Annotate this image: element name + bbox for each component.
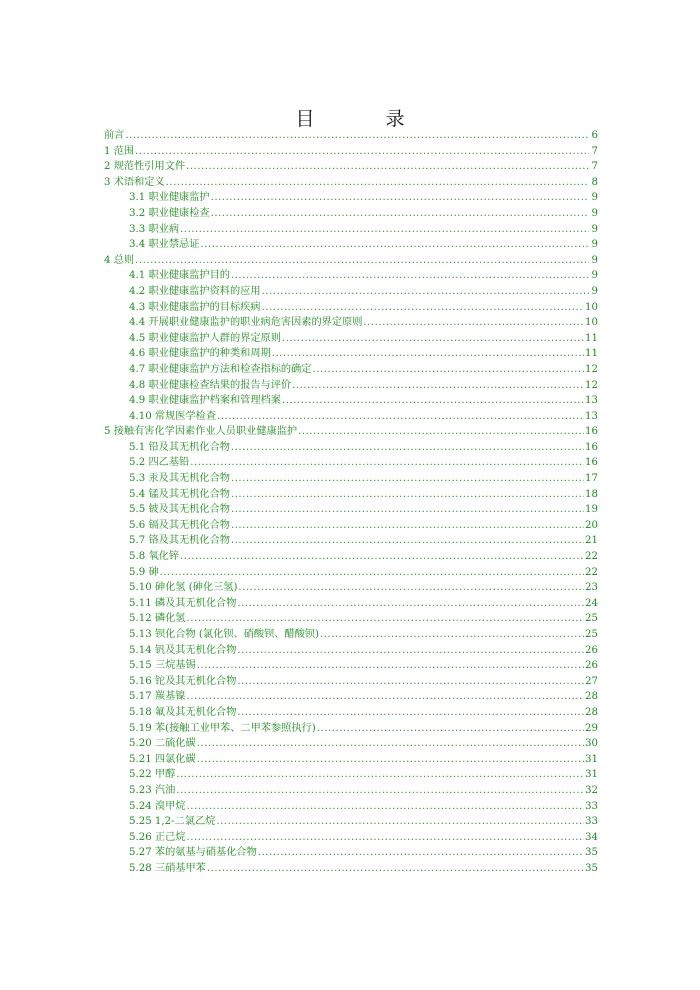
toc-entry-label: 5.15 三烷基锡 bbox=[129, 660, 196, 672]
toc-entry[interactable] bbox=[104, 159, 598, 175]
toc-entry-page-number: 9 bbox=[591, 239, 598, 251]
toc-entry[interactable] bbox=[104, 565, 598, 581]
toc-entry-page-number: 31 bbox=[585, 753, 598, 765]
dot-leader bbox=[186, 689, 584, 705]
toc-entry[interactable] bbox=[104, 689, 598, 705]
toc-entry-page-number: 35 bbox=[585, 862, 598, 874]
toc-entry-label: 5.7 铬及其无机化合物 bbox=[129, 535, 230, 547]
toc-entry[interactable] bbox=[104, 752, 598, 768]
toc-entry-label: 5.10 砷化氢 (砷化三氢) bbox=[129, 582, 238, 594]
toc-entry-label: 4.10 常规医学检查 bbox=[129, 410, 217, 422]
page-title: 目 录 bbox=[295, 108, 431, 130]
toc-entry[interactable] bbox=[104, 128, 598, 144]
toc-entry[interactable] bbox=[104, 518, 598, 534]
toc-entry-label: 3.2 职业健康检查 bbox=[129, 207, 210, 219]
toc-entry-page-number: 26 bbox=[585, 644, 598, 656]
toc-entry[interactable] bbox=[104, 549, 598, 565]
dot-leader bbox=[298, 424, 584, 440]
toc-entry-label: 4.2 职业健康监护资料的应用 bbox=[129, 285, 261, 297]
toc-entry[interactable] bbox=[104, 190, 598, 206]
toc-entry-label: 5.23 汽油 bbox=[129, 784, 176, 796]
toc-entry-label: 5.25 1,2-二氯乙烷 bbox=[129, 816, 216, 828]
toc-entry-label: 5.20 二硫化碳 bbox=[129, 738, 196, 750]
toc-entry-page-number: 22 bbox=[585, 566, 598, 578]
toc-entry-page-number: 34 bbox=[585, 831, 598, 843]
toc-entry-page-number: 7 bbox=[591, 145, 598, 157]
toc-entry-page-number: 33 bbox=[585, 816, 598, 828]
toc-entry-label: 5.19 苯(接触工业甲苯、二甲苯参照执行) bbox=[129, 722, 316, 734]
dot-leader bbox=[207, 861, 584, 877]
toc-entry-page-number: 18 bbox=[585, 488, 598, 500]
dot-leader bbox=[166, 175, 589, 191]
toc-entry-label: 4.4 开展职业健康监护的职业病危害因素的界定原则 bbox=[129, 317, 363, 329]
toc-entry-label: 5.27 苯的氨基与硝基化合物 bbox=[129, 847, 257, 859]
dot-leader bbox=[317, 721, 584, 737]
toc-entry-label: 5.13 钡化合物 (氯化钡、硝酸钡、醋酸钡) bbox=[129, 629, 319, 640]
toc-entry[interactable] bbox=[104, 767, 598, 783]
dot-leader bbox=[237, 705, 584, 721]
dot-leader bbox=[320, 627, 584, 643]
toc-entry-label: 4.7 职业健康监护方法和检查指标的确定 bbox=[129, 363, 312, 375]
toc-entry[interactable] bbox=[104, 611, 598, 627]
dot-leader bbox=[180, 222, 589, 238]
toc-entry-page-number: 24 bbox=[585, 597, 598, 609]
toc-entry-page-number: 10 bbox=[585, 317, 598, 329]
toc-entry-label: 2 规范性引用文件 bbox=[104, 161, 186, 173]
dot-leader bbox=[197, 752, 584, 768]
dot-leader bbox=[312, 362, 584, 378]
toc-entry-label: 4.6 职业健康监护的种类和周期 bbox=[129, 348, 271, 360]
toc-entry[interactable] bbox=[104, 362, 598, 378]
dot-leader bbox=[238, 580, 584, 596]
toc-entry-label: 5.24 溴甲烷 bbox=[129, 800, 186, 812]
toc-entry[interactable] bbox=[104, 627, 598, 643]
toc-entry-label: 5.5 铍及其无机化合物 bbox=[129, 504, 230, 516]
toc-entry[interactable] bbox=[104, 674, 598, 690]
dot-leader bbox=[135, 144, 589, 160]
toc-entry-label: 3 术语和定义 bbox=[104, 176, 165, 188]
dot-leader bbox=[237, 596, 584, 612]
toc-entry-page-number: 21 bbox=[585, 535, 598, 547]
toc-entry-page-number: 9 bbox=[591, 285, 598, 297]
toc-entry-page-number: 13 bbox=[585, 410, 598, 422]
dot-leader bbox=[211, 206, 589, 222]
toc-entry-page-number: 30 bbox=[585, 738, 598, 750]
toc-entry-label: 5.1 铅及其无机化合物 bbox=[129, 441, 230, 453]
dot-leader bbox=[231, 518, 584, 534]
toc-entry-page-number: 31 bbox=[585, 769, 598, 781]
toc-entry-label: 5 接触有害化学因素作业人员职业健康监护 bbox=[104, 426, 298, 438]
toc-entry[interactable] bbox=[104, 222, 598, 238]
toc-entry-page-number: 23 bbox=[585, 582, 598, 594]
toc-entry-page-number: 12 bbox=[585, 363, 598, 375]
dot-leader bbox=[180, 549, 584, 565]
dot-leader bbox=[231, 533, 584, 549]
toc-entry-page-number: 27 bbox=[585, 675, 598, 687]
toc-entry[interactable] bbox=[104, 284, 598, 300]
toc-entry-label: 5.11 磷及其无机化合物 bbox=[129, 597, 237, 609]
toc-entry[interactable] bbox=[104, 331, 598, 347]
toc-entry[interactable] bbox=[104, 643, 598, 659]
toc-entry-label: 3.3 职业病 bbox=[129, 223, 180, 235]
toc-entry-label: 4.3 职业健康监护的目标疾病 bbox=[129, 301, 261, 313]
toc-entry[interactable] bbox=[104, 144, 598, 160]
toc-entry-page-number: 25 bbox=[585, 629, 598, 640]
toc-entry-label: 5.6 镉及其无机化合物 bbox=[129, 519, 230, 531]
dot-leader bbox=[231, 487, 584, 503]
dot-leader bbox=[272, 346, 584, 362]
toc-entry-page-number: 16 bbox=[585, 441, 598, 453]
toc-entry-label: 4.1 职业健康监护目的 bbox=[129, 270, 230, 282]
toc-entry-page-number: 32 bbox=[585, 784, 598, 796]
toc-entry-label: 4.8 职业健康检查结果的报告与评价 bbox=[129, 379, 292, 391]
toc-entry[interactable] bbox=[104, 346, 598, 362]
toc-entry[interactable] bbox=[104, 440, 598, 456]
toc-entry[interactable] bbox=[104, 596, 598, 612]
dot-leader bbox=[237, 643, 584, 659]
toc-entry-page-number: 22 bbox=[585, 551, 598, 563]
toc-entry-label: 前言 bbox=[104, 130, 125, 141]
dot-leader bbox=[135, 253, 589, 269]
toc-entry[interactable] bbox=[104, 533, 598, 549]
toc-entry-page-number: 9 bbox=[591, 192, 598, 204]
toc-entry-label: 5.21 四氯化碳 bbox=[129, 753, 196, 765]
toc-entry-label: 5.2 四乙基铅 bbox=[129, 457, 190, 469]
dot-leader bbox=[200, 237, 589, 253]
toc-entry[interactable] bbox=[104, 580, 598, 596]
dot-leader bbox=[231, 268, 589, 284]
toc-entry-page-number: 16 bbox=[585, 426, 598, 438]
dot-leader bbox=[186, 159, 589, 175]
dot-leader bbox=[292, 378, 584, 394]
toc-entry-page-number: 11 bbox=[585, 332, 598, 344]
toc-entry-page-number: 9 bbox=[591, 270, 598, 282]
dot-leader bbox=[176, 783, 584, 799]
toc-entry[interactable] bbox=[104, 814, 598, 830]
toc-entry[interactable] bbox=[104, 736, 598, 752]
dot-leader bbox=[176, 767, 584, 783]
toc-entry-label: 5.17 羰基镍 bbox=[129, 691, 186, 703]
toc-entry-page-number: 26 bbox=[585, 660, 598, 672]
toc-entry-label: 5.14 钒及其无机化合物 bbox=[129, 644, 237, 656]
toc-entry-page-number: 29 bbox=[585, 722, 598, 734]
toc-entry-page-number: 7 bbox=[591, 161, 598, 173]
toc-entry-page-number: 28 bbox=[585, 691, 598, 703]
toc-entry-label: 4.9 职业健康监护档案和管理档案 bbox=[129, 395, 281, 407]
dot-leader bbox=[231, 440, 584, 456]
table-of-contents bbox=[104, 128, 598, 877]
toc-entry-label: 4 总则 bbox=[104, 254, 135, 266]
toc-entry-page-number: 12 bbox=[585, 379, 598, 391]
dot-leader bbox=[262, 300, 585, 316]
dot-leader bbox=[186, 830, 584, 846]
dot-leader bbox=[211, 190, 589, 206]
toc-entry-page-number: 6 bbox=[591, 130, 598, 141]
toc-entry[interactable] bbox=[104, 861, 598, 877]
toc-entry-label: 5.4 锰及其无机化合物 bbox=[129, 488, 230, 500]
toc-entry-page-number: 16 bbox=[585, 457, 598, 469]
toc-entry-page-number: 33 bbox=[585, 800, 598, 812]
dot-leader bbox=[258, 845, 584, 861]
toc-entry[interactable] bbox=[104, 502, 598, 518]
dot-leader bbox=[262, 284, 589, 300]
toc-entry-label: 5.22 甲醇 bbox=[129, 769, 176, 781]
toc-entry-label: 1 范围 bbox=[104, 145, 135, 157]
toc-entry-label: 5.9 砷 bbox=[129, 566, 159, 578]
toc-entry[interactable] bbox=[104, 424, 598, 440]
toc-entry[interactable] bbox=[104, 830, 598, 846]
toc-entry-label: 5.26 正己烷 bbox=[129, 831, 186, 843]
toc-entry-page-number: 13 bbox=[585, 395, 598, 407]
dot-leader bbox=[125, 128, 589, 144]
toc-entry-label: 5.18 氟及其无机化合物 bbox=[129, 706, 237, 718]
toc-entry-page-number: 20 bbox=[585, 519, 598, 531]
toc-entry-label: 4.5 职业健康监护人群的界定原则 bbox=[129, 332, 281, 344]
toc-entry[interactable] bbox=[104, 845, 598, 861]
toc-entry-label: 5.16 铊及其无机化合物 bbox=[129, 675, 237, 687]
toc-entry[interactable] bbox=[104, 175, 598, 191]
dot-leader bbox=[282, 331, 584, 347]
toc-entry[interactable] bbox=[104, 300, 598, 316]
toc-entry[interactable] bbox=[104, 378, 598, 394]
dot-leader bbox=[186, 611, 584, 627]
dot-leader bbox=[160, 565, 584, 581]
dot-leader bbox=[282, 393, 584, 409]
toc-entry-label: 5.8 氧化锌 bbox=[129, 551, 180, 563]
toc-entry-page-number: 11 bbox=[585, 348, 598, 360]
toc-entry[interactable] bbox=[104, 471, 598, 487]
toc-entry-page-number: 19 bbox=[585, 504, 598, 516]
dot-leader bbox=[186, 799, 584, 815]
toc-entry-label: 3.1 职业健康监护 bbox=[129, 192, 210, 204]
toc-entry[interactable] bbox=[104, 268, 598, 284]
toc-entry-label: 5.3 汞及其无机化合物 bbox=[129, 473, 230, 485]
toc-entry[interactable] bbox=[104, 658, 598, 674]
toc-entry[interactable] bbox=[104, 705, 598, 721]
toc-entry[interactable] bbox=[104, 253, 598, 269]
toc-entry-label: 5.12 磷化氢 bbox=[129, 613, 186, 625]
toc-entry-page-number: 9 bbox=[591, 254, 598, 266]
toc-entry[interactable] bbox=[104, 455, 598, 471]
toc-entry[interactable] bbox=[104, 393, 598, 409]
toc-entry[interactable] bbox=[104, 799, 598, 815]
toc-entry-page-number: 8 bbox=[591, 176, 598, 188]
toc-entry-label: 5.28 三硝基甲苯 bbox=[129, 862, 206, 874]
toc-entry-page-number: 35 bbox=[585, 847, 598, 859]
toc-entry[interactable] bbox=[104, 409, 598, 425]
dot-leader bbox=[237, 674, 584, 690]
dot-leader bbox=[363, 315, 584, 331]
dot-leader bbox=[217, 409, 584, 425]
toc-entry[interactable] bbox=[104, 721, 598, 737]
toc-entry-page-number: 10 bbox=[585, 301, 598, 313]
toc-entry-page-number: 9 bbox=[591, 223, 598, 235]
toc-entry[interactable] bbox=[104, 206, 598, 222]
toc-entry-page-number: 17 bbox=[585, 473, 598, 485]
dot-leader bbox=[197, 736, 584, 752]
dot-leader bbox=[197, 658, 584, 674]
toc-entry[interactable] bbox=[104, 783, 598, 799]
dot-leader bbox=[231, 471, 584, 487]
toc-entry[interactable] bbox=[104, 237, 598, 253]
dot-leader bbox=[190, 455, 584, 471]
toc-entry-page-number: 28 bbox=[585, 706, 598, 718]
toc-entry[interactable] bbox=[104, 487, 598, 503]
toc-entry-page-number: 25 bbox=[585, 613, 598, 625]
dot-leader bbox=[216, 814, 584, 830]
dot-leader bbox=[231, 502, 584, 518]
toc-entry-page-number: 9 bbox=[591, 207, 598, 219]
toc-entry[interactable] bbox=[104, 315, 598, 331]
toc-entry-label: 3.4 职业禁忌证 bbox=[129, 239, 200, 251]
